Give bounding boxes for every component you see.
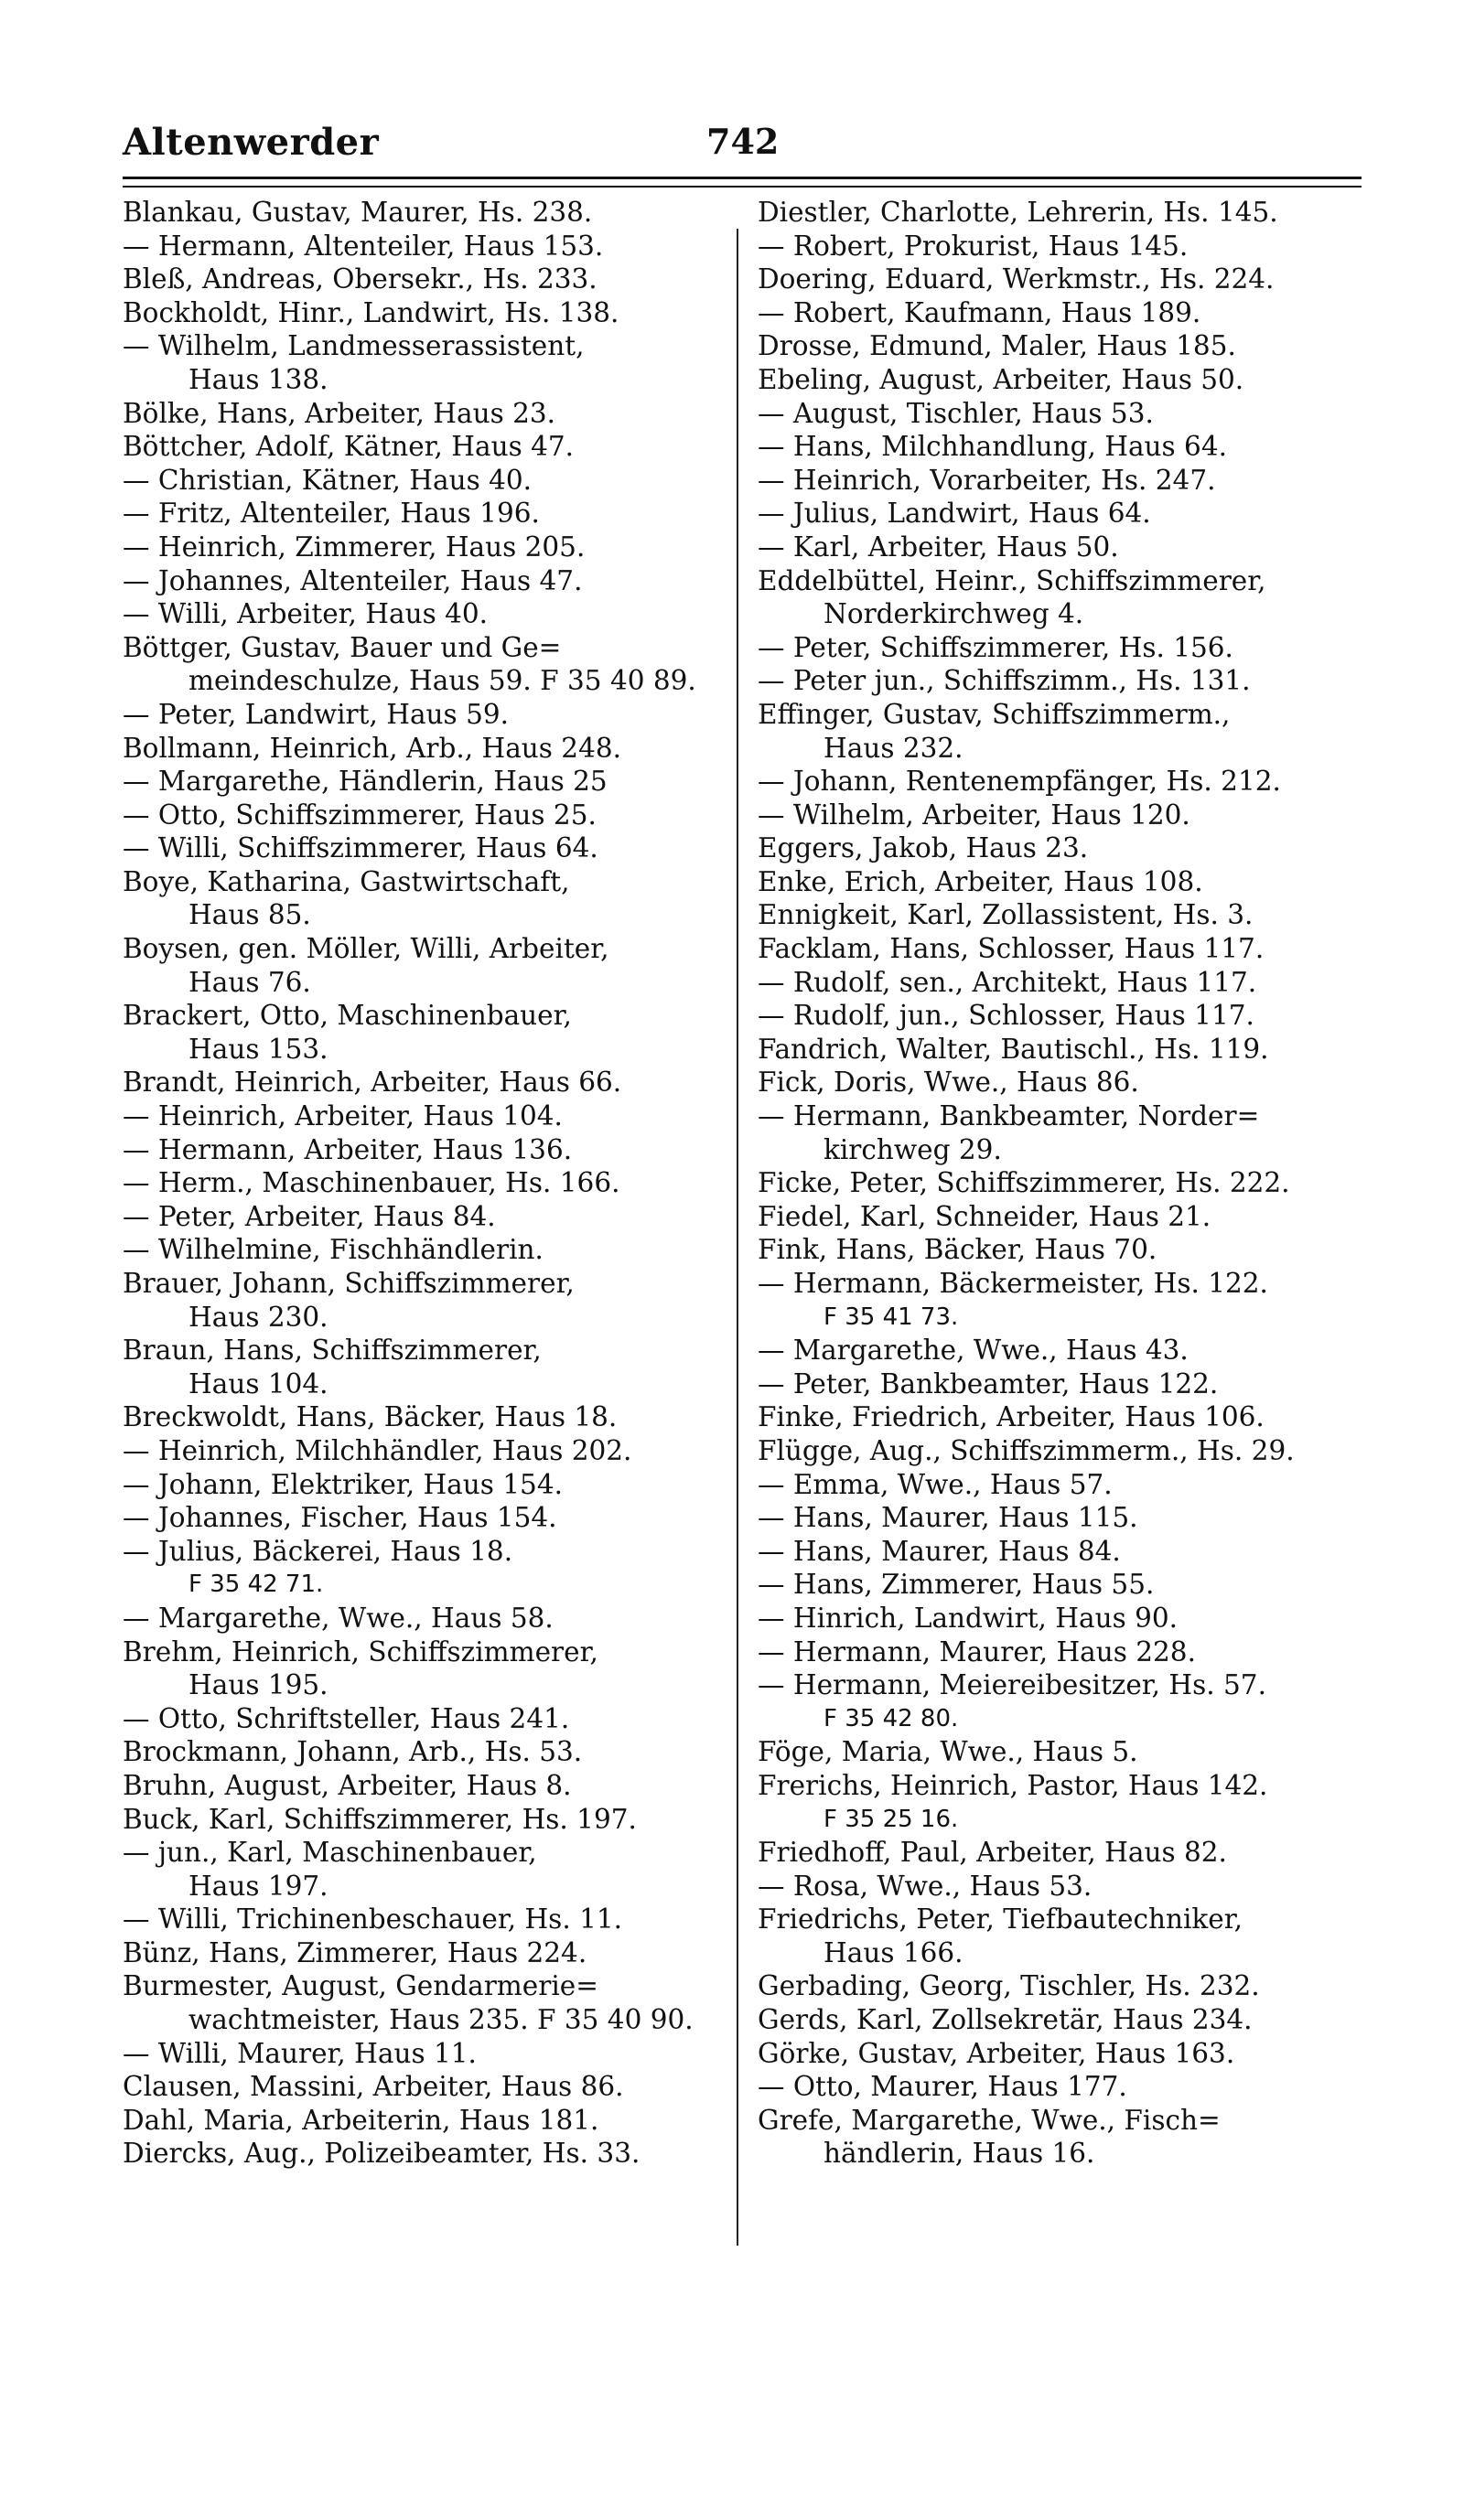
directory-entry: Bockholdt, Hinr., Landwirt, Hs. 138. <box>123 296 619 328</box>
directory-entry: Brehm, Heinrich, Schiffszimmerer, <box>123 1635 598 1667</box>
directory-entry: Boysen, gen. Möller, Willi, Arbeiter, <box>123 933 609 965</box>
directory-entry: Brauer, Johann, Schiffszimmerer, <box>123 1268 575 1299</box>
directory-entry: — Hans, Maurer, Haus 115. <box>758 1502 1138 1534</box>
directory-entry: Gerbading, Georg, Tischler, Hs. 232. <box>758 1970 1260 2002</box>
directory-entry: — Willi, Trichinenbeschauer, Hs. 11. <box>123 1903 622 1936</box>
phone-line: F 35 25 16. <box>824 1805 959 1833</box>
directory-entry: — Robert, Kaufmann, Haus 189. <box>758 296 1201 328</box>
directory-entry: Brandt, Heinrich, Arbeiter, Haus 66. <box>123 1067 622 1099</box>
directory-entry: Fandrich, Walter, Bautischl., Hs. 119. <box>758 1033 1269 1065</box>
page-number: 742 <box>706 121 780 162</box>
directory-entry: Drosse, Edmund, Maler, Haus 185. <box>758 330 1236 362</box>
directory-entry: Bünz, Hans, Zimmerer, Haus 224. <box>123 1936 587 1968</box>
directory-entry: Blankau, Gustav, Maurer, Hs. 238. <box>123 197 593 228</box>
directory-entry: — Hermann, Altenteiler, Haus 153. <box>123 230 604 262</box>
directory-entry: Brockmann, Johann, Arb., Hs. 53. <box>123 1736 583 1768</box>
directory-entry: — August, Tischler, Haus 53. <box>758 397 1154 429</box>
header-rule-thick <box>123 177 1362 179</box>
directory-entry: — Hermann, Bäckermeister, Hs. 122. <box>758 1268 1268 1299</box>
directory-entry: Burmester, August, Gendarmerie= <box>123 1970 598 2002</box>
directory-entry: Facklam, Hans, Schlosser, Haus 117. <box>758 933 1265 965</box>
directory-entry: Dahl, Maria, Arbeiterin, Haus 181. <box>123 2104 599 2136</box>
directory-entry: — Julius, Bäckerei, Haus 18. <box>123 1535 513 1567</box>
directory-entry: — Margarethe, Händlerin, Haus 25 <box>123 766 608 798</box>
directory-entry: Bruhn, August, Arbeiter, Haus 8. <box>123 1769 572 1801</box>
left-column <box>123 196 741 2171</box>
directory-entry: Fick, Doris, Wwe., Haus 86. <box>758 1067 1139 1099</box>
directory-entry: — Wilhelm, Landmesserassistent, <box>123 330 585 362</box>
directory-entry: — Johann, Rentenempfänger, Hs. 212. <box>758 766 1281 798</box>
directory-entry: — Rudolf, sen., Architekt, Haus 117. <box>758 966 1257 998</box>
directory-entry: Föge, Maria, Wwe., Haus 5. <box>758 1736 1138 1768</box>
directory-entry: Friedhoff, Paul, Arbeiter, Haus 82. <box>758 1837 1227 1869</box>
running-head-place: Altenwerder <box>123 121 380 164</box>
directory-entry: Braun, Hans, Schiffszimmerer, <box>123 1335 542 1367</box>
directory-entry: Breckwoldt, Hans, Bäcker, Haus 18. <box>123 1401 618 1433</box>
directory-entry: — Johannes, Altenteiler, Haus 47. <box>123 564 583 596</box>
entry-continuation: Norderkirchweg 4. <box>824 598 1084 630</box>
directory-entry: — Wilhelm, Arbeiter, Haus 120. <box>758 799 1190 831</box>
directory-entry: — Hinrich, Landwirt, Haus 90. <box>758 1602 1179 1634</box>
directory-entry: Böttcher, Adolf, Kätner, Haus 47. <box>123 431 575 463</box>
directory-entry: Friedrichs, Peter, Tiefbautechniker, <box>758 1903 1243 1936</box>
phone-line: F 35 41 73. <box>824 1303 959 1331</box>
directory-entry: — Hans, Milchhandlung, Haus 64. <box>758 431 1227 463</box>
entry-continuation: Haus 76. <box>188 966 311 998</box>
directory-entry: — Herm., Maschinenbauer, Hs. 166. <box>123 1167 620 1199</box>
directory-entry: — Hermann, Arbeiter, Haus 136. <box>123 1133 573 1165</box>
directory-entry: Finke, Friedrich, Arbeiter, Haus 106. <box>758 1401 1265 1433</box>
directory-entry: — Peter jun., Schiffszimm., Hs. 131. <box>758 665 1251 697</box>
directory-entry: Eggers, Jakob, Haus 23. <box>758 832 1089 864</box>
directory-entry: — Wilhelmine, Fischhändlerin. <box>123 1234 544 1266</box>
directory-entry: — Rudolf, jun., Schlosser, Haus 117. <box>758 1000 1254 1032</box>
directory-entry: — Heinrich, Milchhändler, Haus 202. <box>123 1434 632 1466</box>
directory-entry: — Hermann, Bankbeamter, Norder= <box>758 1100 1260 1132</box>
entry-continuation: Haus 197. <box>188 1870 328 1902</box>
directory-entry: Bollmann, Heinrich, Arb., Haus 248. <box>123 732 621 764</box>
directory-entry: — jun., Karl, Maschinenbauer, <box>123 1837 537 1869</box>
directory-entry: — Hans, Zimmerer, Haus 55. <box>758 1569 1155 1601</box>
directory-entry: — Julius, Landwirt, Haus 64. <box>758 498 1151 530</box>
directory-entry: Boye, Katharina, Gastwirtschaft, <box>123 865 570 897</box>
directory-entry: Ennigkeit, Karl, Zollassistent, Hs. 3. <box>758 899 1254 931</box>
directory-entry: — Peter, Bankbeamter, Haus 122. <box>758 1367 1219 1399</box>
directory-entry: — Otto, Schiffszimmerer, Haus 25. <box>123 799 597 831</box>
entry-continuation: Haus 166. <box>824 1936 963 1968</box>
entry-continuation: Haus 195. <box>188 1669 328 1701</box>
directory-entry: Bölke, Hans, Arbeiter, Haus 23. <box>123 397 556 429</box>
directory-entry: — Heinrich, Arbeiter, Haus 104. <box>123 1100 563 1132</box>
directory-entry: — Willi, Schiffszimmerer, Haus 64. <box>123 832 598 864</box>
directory-entry: Fink, Hans, Bäcker, Haus 70. <box>758 1234 1157 1266</box>
phone-line: F 35 42 80. <box>824 1704 959 1732</box>
directory-entry: — Margarethe, Wwe., Haus 43. <box>758 1335 1189 1367</box>
directory-entry: — Peter, Schiffszimmerer, Hs. 156. <box>758 631 1233 663</box>
directory-entry: Brackert, Otto, Maschinenbauer, <box>123 1000 572 1032</box>
right-column <box>758 196 1363 2171</box>
directory-entry: Grefe, Margarethe, Wwe., Fisch= <box>758 2104 1221 2136</box>
entry-continuation: wachtmeister, Haus 235. F 35 40 90. <box>188 2004 694 2036</box>
directory-entry: — Fritz, Altenteiler, Haus 196. <box>123 498 540 530</box>
directory-entry: Buck, Karl, Schiffszimmerer, Hs. 197. <box>123 1803 637 1835</box>
directory-entry: — Christian, Kätner, Haus 40. <box>123 464 533 496</box>
directory-entry: — Hans, Maurer, Haus 84. <box>758 1535 1121 1567</box>
directory-entry: — Karl, Arbeiter, Haus 50. <box>758 531 1119 563</box>
entry-continuation: händlerin, Haus 16. <box>824 2138 1095 2170</box>
phone-line: F 35 42 71. <box>188 1571 324 1599</box>
directory-entry: Eddelbüttel, Heinr., Schiffszimmerer, <box>758 564 1266 596</box>
directory-entry: Diestler, Charlotte, Lehrerin, Hs. 145. <box>758 197 1278 228</box>
entry-continuation: Haus 153. <box>188 1033 328 1065</box>
entry-continuation: Haus 230. <box>188 1301 328 1333</box>
entry-continuation: kirchweg 29. <box>824 1133 1002 1165</box>
entry-continuation: meindeschulze, Haus 59. F 35 40 89. <box>188 665 696 697</box>
directory-entry: — Johann, Elektriker, Haus 154. <box>123 1468 563 1500</box>
directory-entry: — Hermann, Meiereibesitzer, Hs. 57. <box>758 1669 1266 1701</box>
directory-entry: — Hermann, Maurer, Haus 228. <box>758 1635 1196 1667</box>
directory-entry: Enke, Erich, Arbeiter, Haus 108. <box>758 865 1203 897</box>
directory-entry: Diercks, Aug., Polizeibeamter, Hs. 33. <box>123 2138 640 2170</box>
directory-entry: — Heinrich, Vorarbeiter, Hs. 247. <box>758 464 1216 496</box>
directory-entry: Fiedel, Karl, Schneider, Haus 21. <box>758 1200 1211 1232</box>
directory-entry: Böttger, Gustav, Bauer und Ge= <box>123 631 562 663</box>
directory-entry: Frerichs, Heinrich, Pastor, Haus 142. <box>758 1769 1268 1801</box>
directory-entry: Clausen, Massini, Arbeiter, Haus 86. <box>123 2071 624 2103</box>
header-rule-thin <box>123 186 1362 188</box>
entry-continuation: Haus 104. <box>188 1367 328 1399</box>
directory-entry: — Peter, Arbeiter, Haus 84. <box>123 1200 496 1232</box>
directory-entry: — Willi, Arbeiter, Haus 40. <box>123 598 489 630</box>
directory-entry: — Robert, Prokurist, Haus 145. <box>758 230 1189 262</box>
entry-continuation: Haus 138. <box>188 363 328 395</box>
directory-entry: — Heinrich, Zimmerer, Haus 205. <box>123 531 586 563</box>
directory-entry: Bleß, Andreas, Obersekr., Hs. 233. <box>123 263 597 295</box>
directory-entry: Gerds, Karl, Zollsekretär, Haus 234. <box>758 2004 1253 2036</box>
directory-entry: — Johannes, Fischer, Haus 154. <box>123 1502 557 1534</box>
directory-entry: Doering, Eduard, Werkmstr., Hs. 224. <box>758 263 1275 295</box>
entry-continuation: Haus 85. <box>188 899 311 931</box>
directory-entry: — Otto, Maurer, Haus 177. <box>758 2071 1127 2103</box>
directory-entry: Flügge, Aug., Schiffszimmerm., Hs. 29. <box>758 1434 1295 1466</box>
directory-entry: Effinger, Gustav, Schiffszimmerm., <box>758 698 1231 730</box>
directory-entry: — Willi, Maurer, Haus 11. <box>123 2037 477 2069</box>
directory-entry: Görke, Gustav, Arbeiter, Haus 163. <box>758 2037 1235 2069</box>
directory-entry: Ficke, Peter, Schiffszimmerer, Hs. 222. <box>758 1167 1290 1199</box>
directory-entry: — Margarethe, Wwe., Haus 58. <box>123 1602 554 1634</box>
directory-entry: — Rosa, Wwe., Haus 53. <box>758 1870 1093 1902</box>
directory-entry: Ebeling, August, Arbeiter, Haus 50. <box>758 363 1244 395</box>
directory-entry: — Peter, Landwirt, Haus 59. <box>123 698 509 730</box>
directory-entry: — Otto, Schriftsteller, Haus 241. <box>123 1702 570 1734</box>
entry-continuation: Haus 232. <box>824 732 963 764</box>
directory-entry: — Emma, Wwe., Haus 57. <box>758 1468 1113 1500</box>
